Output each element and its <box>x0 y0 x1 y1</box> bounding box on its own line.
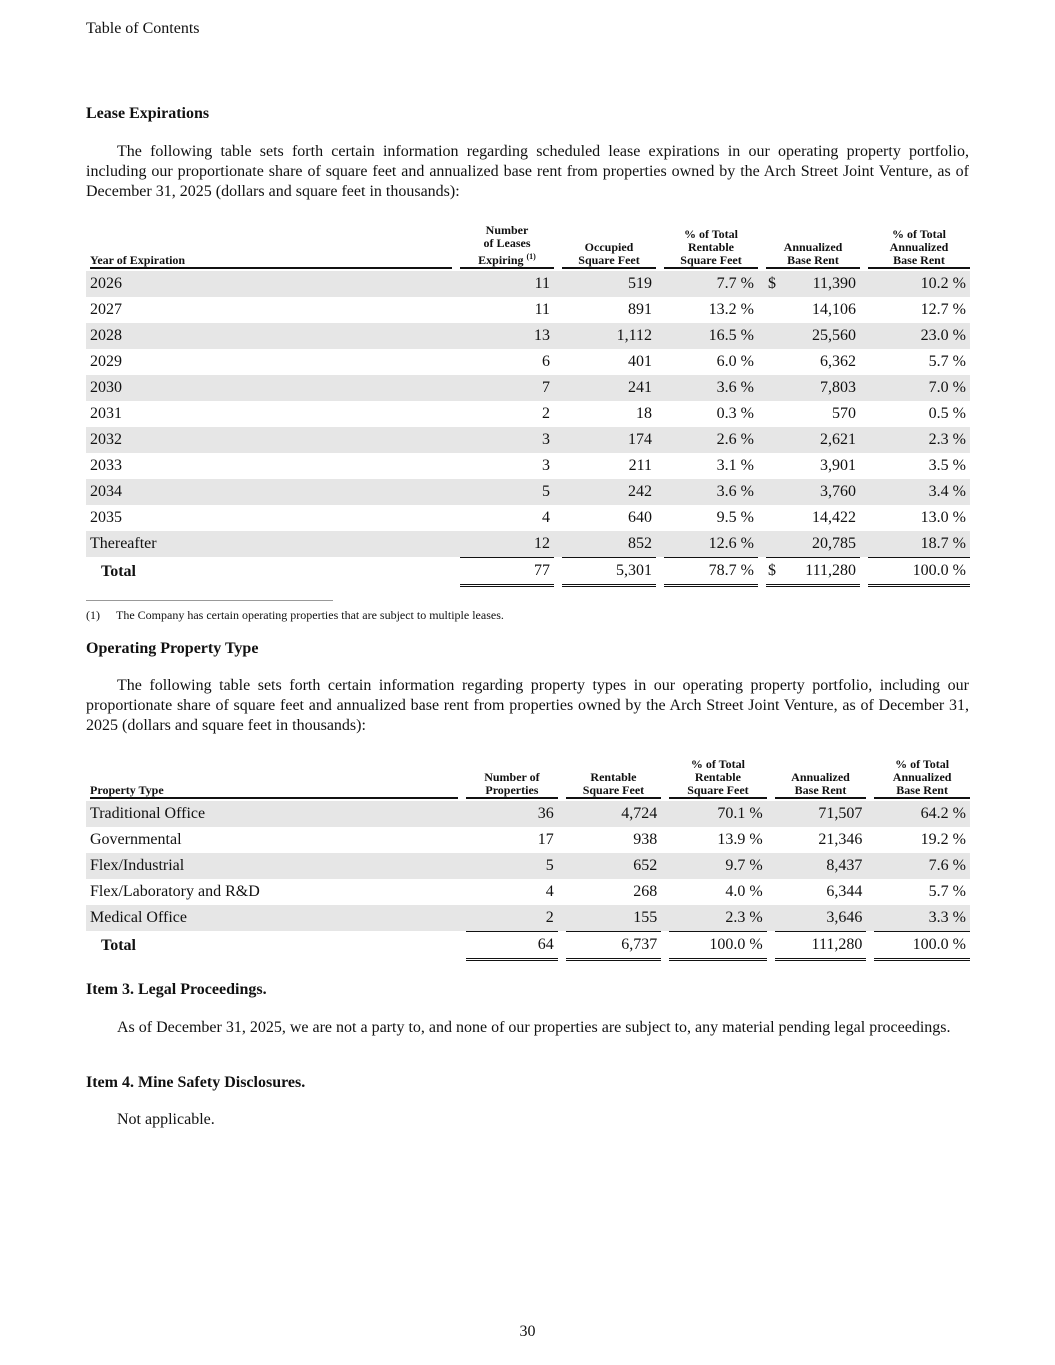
spacer <box>860 323 868 349</box>
spacer <box>656 427 664 453</box>
leases-cell: 3 <box>460 427 554 453</box>
pct-sqft-cell: 13.2 % <box>708 301 754 318</box>
sqft-cell: 640 <box>628 509 652 526</box>
property-intro-paragraph: The following table sets forth certain information regarding property types in our operating property portfolio, including our proportionate share of square feet and annualized base rent from properties owned by the Arch Street Joint Venture, as of December 31, 2025 (dollars and square feet in thousands): <box>86 677 969 734</box>
total-num: 64 <box>466 931 558 961</box>
spacer <box>866 801 874 827</box>
table-row <box>86 349 970 375</box>
spacer <box>661 931 669 961</box>
spacer <box>554 453 562 479</box>
spacer <box>558 879 566 905</box>
spacer <box>860 453 868 479</box>
leases-cell: 5 <box>460 479 554 505</box>
header-pct-rentable: % of Total Rentable Square Feet <box>664 228 758 269</box>
spacer <box>554 531 562 557</box>
spacer <box>558 801 566 827</box>
spacer <box>452 375 460 401</box>
table-row <box>86 453 970 479</box>
abr-cell: 7,803 <box>766 375 860 401</box>
spacer <box>767 827 775 853</box>
pct-abr-cell: 0.5 % <box>928 405 966 422</box>
pct-abr-cell: 23.0 % <box>868 323 970 349</box>
sqft-cell: 891 <box>628 301 652 318</box>
total-sqft: 6,737 <box>566 931 662 961</box>
sqft-cell: 401 <box>628 353 652 370</box>
header-year: Year of Expiration <box>90 254 452 269</box>
spacer <box>656 401 664 427</box>
section-title-legal-proceedings: Item 3. Legal Proceedings. <box>86 981 267 998</box>
spacer <box>866 931 874 961</box>
spacer <box>860 349 868 375</box>
page-number: 30 <box>519 1323 536 1340</box>
spacer <box>860 505 868 531</box>
pct-abr-cell: 3.3 % <box>874 905 970 931</box>
footnote: (1) The Company has certain operating properties that are subject to multiple leases. <box>86 608 504 622</box>
leases-cell: 11 <box>460 271 554 297</box>
spacer <box>866 879 874 905</box>
pct-abr-cell: 5.7 % <box>928 883 966 900</box>
abr-cell: 3,901 <box>820 457 856 474</box>
abr-cell: 6,362 <box>820 353 856 370</box>
spacer <box>866 827 874 853</box>
spacer <box>767 931 775 961</box>
table-row <box>86 853 970 879</box>
spacer <box>458 931 466 961</box>
total-label: Total <box>101 937 136 954</box>
spacer <box>558 905 566 931</box>
spacer <box>554 375 562 401</box>
leases-cell: 6 <box>542 353 550 370</box>
spacer <box>656 531 664 557</box>
header-rentable-sqft: Rentable Square Feet <box>566 771 662 799</box>
pct-sqft-cell: 7.7 % <box>664 271 758 297</box>
total-pct-sqft: 100.0 % <box>669 931 767 961</box>
sqft-cell: 211 <box>628 457 652 474</box>
spacer <box>860 297 868 323</box>
sqft-cell: 1,112 <box>562 323 656 349</box>
spacer <box>758 505 766 531</box>
mine-paragraph: Not applicable. <box>117 1111 215 1128</box>
spacer <box>767 905 775 931</box>
spacer <box>656 557 664 587</box>
spacer <box>452 323 460 349</box>
table-row <box>86 271 970 297</box>
year-cell: 2030 <box>86 375 452 401</box>
spacer <box>661 827 669 853</box>
spacer <box>758 297 766 323</box>
spacer <box>458 879 466 905</box>
table-header-row <box>86 758 970 801</box>
total-pct-abr: 100.0 % <box>874 931 970 961</box>
spacer <box>758 349 766 375</box>
spacer <box>860 271 868 297</box>
total-abr: $ 111,280 <box>766 557 860 587</box>
spacer <box>767 853 775 879</box>
total-label: Total <box>101 563 136 580</box>
pct-sqft-cell: 9.5 % <box>716 509 754 526</box>
total-abr: 111,280 <box>775 931 867 961</box>
header-abr: Annualized Base Rent <box>775 771 867 799</box>
total-pct-sqft: 78.7 % <box>664 557 758 587</box>
spacer <box>558 931 566 961</box>
spacer <box>452 271 460 297</box>
header-pct-abr: % of Total Annualized Base Rent <box>868 228 970 269</box>
num-cell: 5 <box>466 853 558 879</box>
spacer <box>860 531 868 557</box>
year-cell: 2033 <box>90 457 122 474</box>
abr-cell: 14,106 <box>812 301 856 318</box>
year-cell: 2028 <box>86 323 452 349</box>
spacer <box>452 349 460 375</box>
type-cell: Flex/Laboratory and R&D <box>90 883 260 900</box>
spacer <box>656 479 664 505</box>
sqft-cell: 242 <box>562 479 656 505</box>
pct-sqft-cell: 3.6 % <box>664 479 758 505</box>
pct-abr-cell: 3.4 % <box>868 479 970 505</box>
abr-cell: 6,344 <box>826 883 863 900</box>
spacer <box>554 323 562 349</box>
leases-cell: 2 <box>542 405 550 422</box>
pct-abr-cell: 5.7 % <box>928 353 966 370</box>
year-cell: Thereafter <box>86 531 452 557</box>
year-cell: 2026 <box>86 271 452 297</box>
year-cell: 2031 <box>90 405 122 422</box>
header-property-type: Property Type <box>90 784 458 799</box>
spacer <box>554 349 562 375</box>
pct-sqft-cell: 3.6 % <box>664 375 758 401</box>
spacer <box>452 297 460 323</box>
lease-intro-paragraph: The following table sets forth certain information regarding scheduled lease expirations in our operating property portfolio, including our proportionate share of square feet and annualized base rent from properties owned by the Arch Street Joint Venture, as of December 31, 2025 (dollars and square feet in thousands): <box>86 143 969 200</box>
spacer <box>866 905 874 931</box>
pct-sqft-cell: 2.3 % <box>669 905 767 931</box>
pct-abr-cell: 3.5 % <box>928 457 966 474</box>
spacer <box>661 801 669 827</box>
pct-abr-cell: 7.0 % <box>868 375 970 401</box>
spacer <box>758 271 766 297</box>
table-row <box>86 531 970 557</box>
pct-abr-cell: 2.3 % <box>868 427 970 453</box>
spacer <box>558 827 566 853</box>
table-row <box>86 375 970 401</box>
pct-sqft-cell: 70.1 % <box>669 801 767 827</box>
num-cell: 17 <box>537 831 554 848</box>
leases-cell: 13 <box>460 323 554 349</box>
spacer <box>656 453 664 479</box>
spacer <box>860 479 868 505</box>
spacer <box>452 453 460 479</box>
spacer <box>758 453 766 479</box>
spacer <box>758 531 766 557</box>
spacer <box>452 505 460 531</box>
year-cell: 2029 <box>90 353 122 370</box>
spacer <box>656 297 664 323</box>
pct-sqft-cell: 16.5 % <box>664 323 758 349</box>
type-cell: Traditional Office <box>86 801 458 827</box>
abr-cell: 14,422 <box>812 509 856 526</box>
spacer <box>554 505 562 531</box>
table-row <box>86 505 970 531</box>
abr-cell: 570 <box>832 405 856 422</box>
spacer <box>656 323 664 349</box>
pct-sqft-cell: 3.1 % <box>716 457 754 474</box>
table-row <box>86 827 970 853</box>
spacer <box>554 401 562 427</box>
type-cell: Medical Office <box>86 905 458 931</box>
abr-cell: 20,785 <box>766 531 860 557</box>
spacer <box>554 557 562 587</box>
table-row <box>86 879 970 905</box>
pct-abr-cell: 19.2 % <box>920 831 966 848</box>
sqft-cell: 652 <box>566 853 662 879</box>
spacer <box>458 853 466 879</box>
spacer <box>452 531 460 557</box>
spacer <box>656 375 664 401</box>
spacer <box>758 557 766 587</box>
total-pct-abr: 100.0 % <box>868 557 970 587</box>
num-cell: 36 <box>466 801 558 827</box>
legal-paragraph: As of December 31, 2025, we are not a party to, and none of our properties are subject to, any material pending legal proceedings. <box>117 1019 951 1036</box>
table-row <box>86 323 970 349</box>
num-cell: 4 <box>545 883 554 900</box>
pct-abr-cell: 10.2 % <box>868 271 970 297</box>
header-pct-rentable: % of Total Rentable Square Feet <box>669 758 767 799</box>
abr-cell: 3,760 <box>766 479 860 505</box>
spacer <box>860 375 868 401</box>
leases-cell: 3 <box>542 457 550 474</box>
table-row <box>86 401 970 427</box>
sqft-cell: 4,724 <box>566 801 662 827</box>
header-pct-abr: % of Total Annualized Base Rent <box>874 758 970 799</box>
spacer <box>758 479 766 505</box>
type-cell: Flex/Industrial <box>86 853 458 879</box>
footnote-divider <box>86 600 333 601</box>
spacer <box>656 349 664 375</box>
pct-abr-cell: 12.7 % <box>920 301 966 318</box>
sqft-cell: 938 <box>633 831 658 848</box>
pct-sqft-cell: 4.0 % <box>725 883 763 900</box>
spacer <box>758 375 766 401</box>
total-sqft: 5,301 <box>562 557 656 587</box>
year-cell: 2027 <box>90 301 122 318</box>
year-cell: 2035 <box>90 509 122 526</box>
total-row <box>86 557 970 587</box>
year-cell: 2034 <box>86 479 452 505</box>
section-title-property-type: Operating Property Type <box>86 640 259 657</box>
spacer <box>661 905 669 931</box>
spacer <box>860 401 868 427</box>
abr-cell: 8,437 <box>775 853 867 879</box>
year-cell: 2032 <box>86 427 452 453</box>
pct-sqft-cell: 0.3 % <box>716 405 754 422</box>
table-of-contents-link[interactable]: Table of Contents <box>86 20 200 37</box>
section-title-mine-safety: Item 4. Mine Safety Disclosures. <box>86 1074 306 1091</box>
pct-abr-cell: 13.0 % <box>920 509 966 526</box>
spacer <box>656 271 664 297</box>
spacer <box>554 427 562 453</box>
pct-sqft-cell: 9.7 % <box>669 853 767 879</box>
header-occupied-sqft: Occupied Square Feet <box>562 241 656 269</box>
sqft-cell: 155 <box>566 905 662 931</box>
sqft-cell: 852 <box>562 531 656 557</box>
leases-cell: 12 <box>460 531 554 557</box>
total-leases: 77 <box>460 557 554 587</box>
sqft-cell: 174 <box>562 427 656 453</box>
abr-cell: $ 11,390 <box>766 271 860 297</box>
spacer <box>458 905 466 931</box>
num-cell: 2 <box>466 905 558 931</box>
leases-cell: 7 <box>460 375 554 401</box>
pct-sqft-cell: 13.9 % <box>717 831 763 848</box>
spacer <box>758 401 766 427</box>
spacer <box>452 401 460 427</box>
sqft-cell: 519 <box>562 271 656 297</box>
spacer <box>758 323 766 349</box>
total-row <box>86 931 970 961</box>
spacer <box>452 479 460 505</box>
spacer <box>458 801 466 827</box>
table-row <box>86 801 970 827</box>
spacer <box>758 427 766 453</box>
spacer <box>452 557 460 587</box>
pct-abr-cell: 64.2 % <box>874 801 970 827</box>
property-type-table <box>86 758 970 961</box>
pct-sqft-cell: 6.0 % <box>716 353 754 370</box>
table-row <box>86 905 970 931</box>
spacer <box>458 827 466 853</box>
pct-abr-cell: 18.7 % <box>868 531 970 557</box>
spacer <box>452 427 460 453</box>
leases-cell: 11 <box>534 301 550 318</box>
spacer <box>661 853 669 879</box>
sqft-cell: 268 <box>633 883 658 900</box>
table-header-row <box>86 224 970 271</box>
spacer <box>554 297 562 323</box>
sqft-cell: 18 <box>636 405 652 422</box>
spacer <box>554 271 562 297</box>
pct-sqft-cell: 12.6 % <box>664 531 758 557</box>
sqft-cell: 241 <box>562 375 656 401</box>
spacer <box>661 879 669 905</box>
table-row <box>86 297 970 323</box>
spacer <box>656 505 664 531</box>
table-row <box>86 427 970 453</box>
spacer <box>860 557 868 587</box>
section-title-lease-expirations: Lease Expirations <box>86 105 210 122</box>
table-row <box>86 479 970 505</box>
spacer <box>767 879 775 905</box>
spacer <box>866 853 874 879</box>
abr-cell: 3,646 <box>775 905 867 931</box>
spacer <box>554 479 562 505</box>
abr-cell: 71,507 <box>775 801 867 827</box>
lease-expirations-table <box>86 224 970 587</box>
spacer <box>860 427 868 453</box>
spacer <box>558 853 566 879</box>
type-cell: Governmental <box>90 831 182 848</box>
abr-cell: 25,560 <box>766 323 860 349</box>
pct-sqft-cell: 2.6 % <box>664 427 758 453</box>
abr-cell: 2,621 <box>766 427 860 453</box>
header-num-properties: Number of Properties <box>466 771 558 799</box>
leases-cell: 4 <box>542 509 550 526</box>
header-abr: Annualized Base Rent <box>766 241 860 269</box>
abr-cell: 21,346 <box>818 831 863 848</box>
header-leases: Number of Leases Expiring $^{(1)}$ <box>460 224 554 269</box>
pct-abr-cell: 7.6 % <box>874 853 970 879</box>
spacer <box>767 801 775 827</box>
